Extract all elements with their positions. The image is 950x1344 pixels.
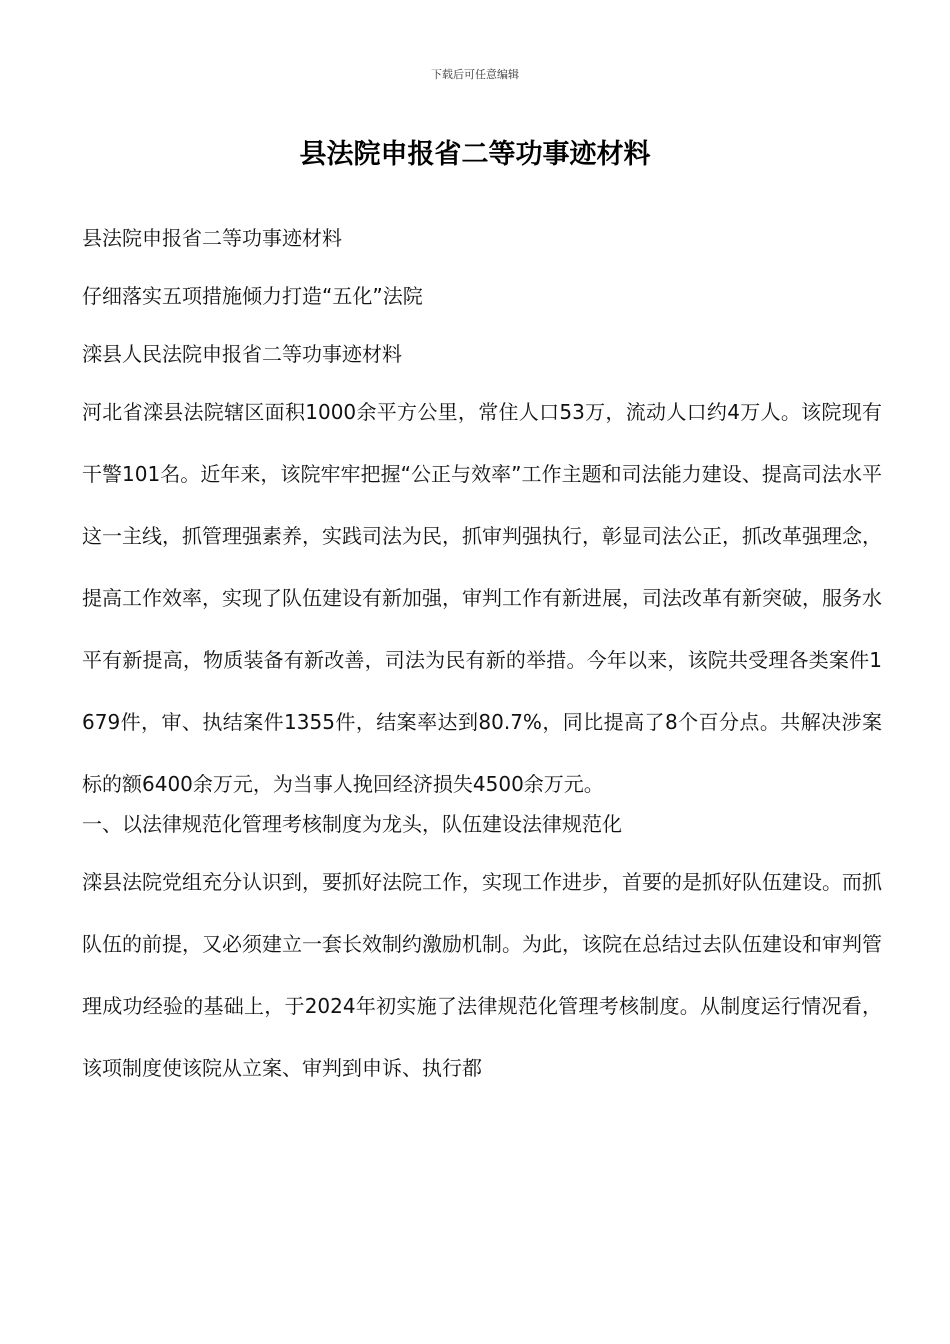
section-heading-1: 一、以法律规范化管理考核制度为龙头，队伍建设法律规范化 [82,812,622,836]
paragraph-intro: 河北省滦县法院辖区面积1000余平方公里，常住人口53万，流动人口约4万人。该院现有干警101名。近年来，该院牢牢把握“公正与效率”工作主题和司法能力建设、提高司法水平这一主线，抓管理强素养，实践司法为民，抓审判强执行，彰显司法公正，抓改革强理念，提高工作效率，实现了队伍建设有新加强，审判工作有新进展，司法改革有新突破，服务水平有新提高，物质装备有新改善，司法为民有新的举措。今年以来，该院共受理各类案件1679件，审、执结案件1355件，结案率达到80.7%，同比提高了8个百分点。共解决涉案标的额6400余万元，为当事人挽回经济损失4500余万元。 [82,400,882,796]
document-body [82,220,882,1090]
header-note: 下载后可任意编辑 [431,68,519,81]
subtitle-line-2: 仔细落实五项措施倾力打造“五化”法院 [82,284,423,308]
document-title: 县法院申报省二等功事迹材料 [299,139,651,170]
subtitle-line-3: 滦县人民法院申报省二等功事迹材料 [82,342,402,366]
paragraph-section-1: 滦县法院党组充分认识到，要抓好法院工作，实现工作进步，首要的是抓好队伍建设。而抓队伍的前提，又必须建立一套长效制约激励机制。为此，该院在总结过去队伍建设和审判管理成功经验的基础上，于2024年初实施了法律规范化管理考核制度。从制度运行情况看，该项制度使该院从立案、审判到申诉、执行都 [82,870,882,1080]
subtitle-line-1: 县法院申报省二等功事迹材料 [82,226,342,250]
